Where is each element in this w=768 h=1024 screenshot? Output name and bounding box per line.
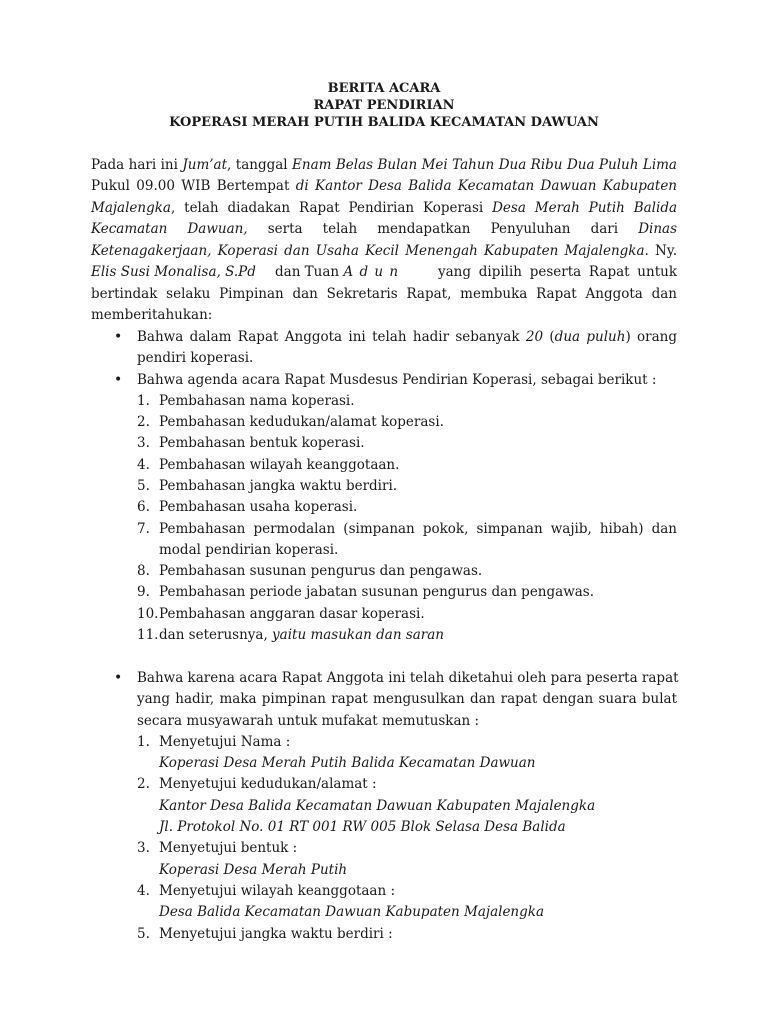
bullet-icon: • [114, 329, 123, 345]
decision-label: Menyetujui Nama : [159, 734, 291, 750]
document-cooperative-name: KOPERASI MERAH PUTIH BALIDA KECAMATAN DAWUAN [169, 115, 599, 130]
decision-label: Menyetujui jangka waktu berdiri : [159, 926, 393, 942]
agenda-number: 8. [137, 563, 150, 579]
bullet-icon: • [114, 670, 123, 686]
agenda-item: Pembahasan wilayah keanggotaan. [159, 457, 400, 473]
agenda-number: 6. [137, 499, 150, 515]
decision-label: Menyetujui bentuk : [159, 840, 298, 856]
agenda-item: Pembahasan periode jabatan susunan pengurus dan pengawas. [159, 584, 595, 600]
agenda-number: 5. [137, 478, 150, 494]
intro-line-6a: Elis Susi Monalisa, S.Pd [91, 264, 256, 280]
agenda-number: 7. [137, 521, 150, 537]
agenda-number: 11. [137, 627, 159, 643]
decision-value: Koperasi Desa Merah Putih [159, 862, 348, 878]
bullet1-line-2: pendiri koperasi. [137, 350, 254, 366]
agenda-item: Pembahasan usaha koperasi. [159, 499, 358, 515]
intro-line-6b: dan Tuan A d u n [275, 264, 400, 280]
agenda-item: Pembahasan anggaran dasar koperasi. [159, 606, 425, 622]
intro-line-4: Kecamatan Dawuan, serta telah mendapatkan Penyuluhan dari Dinas [91, 221, 677, 237]
decision-value: Desa Balida Kecamatan Dawuan Kabupaten Majalengka [159, 904, 544, 920]
agenda-item: Pembahasan jangka waktu berdiri. [159, 478, 398, 494]
decision-label: Menyetujui wilayah keanggotaan : [159, 883, 396, 899]
decision-number: 3. [137, 840, 150, 856]
agenda-item: Pembahasan nama koperasi. [159, 393, 355, 409]
decision-number: 5. [137, 926, 150, 942]
decision-number: 2. [137, 776, 150, 792]
decision-value: Jl. Protokol No. 01 RT 001 RW 005 Blok Selasa Desa Balida [159, 819, 566, 835]
agenda-item: Pembahasan kedudukan/alamat koperasi. [159, 414, 444, 430]
bullet2-text: Bahwa agenda acara Rapat Musdesus Pendirian Koperasi, sebagai berikut : [137, 372, 657, 388]
intro-line-1: Pada hari ini Jum’at, tanggal Enam Belas Bulan Mei Tahun Dua Ribu Dua Puluh Lima [91, 157, 677, 173]
agenda-number: 10. [137, 606, 159, 622]
bullet3-line-1: Bahwa karena acara Rapat Anggota ini telah diketahui oleh para peserta rapat [137, 670, 679, 686]
bullet-icon: • [114, 372, 123, 388]
agenda-number: 4. [137, 457, 150, 473]
intro-line-3: Majalengka, telah diadakan Rapat Pendirian Koperasi Desa Merah Putih Balida [91, 200, 678, 216]
decision-number: 4. [137, 883, 150, 899]
agenda-number: 1. [137, 393, 150, 409]
document-subtitle: RAPAT PENDIRIAN [313, 98, 455, 113]
bullet3-line-3: secara musyawarah untuk mufakat memutuskan : [137, 713, 480, 729]
intro-line-8: memberitahukan: [91, 307, 213, 323]
agenda-item: Pembahasan permodalan (simpanan pokok, simpanan wajib, hibah) dan [159, 521, 677, 537]
document-title: BERITA ACARA [327, 81, 441, 96]
agenda-item: Pembahasan bentuk koperasi. [159, 435, 365, 451]
intro-line-7: bertindak selaku Pimpinan dan Sekretaris Rapat, membuka Rapat Anggota dan [91, 286, 677, 302]
agenda-item: dan seterusnya, yaitu masukan dan saran [159, 627, 444, 643]
intro-line-5: Ketenagakerjaan, Koperasi dan Usaha Kecil Menengah Kabupaten Majalengka. Ny. [91, 243, 677, 259]
decision-label: Menyetujui kedudukan/alamat : [159, 776, 377, 792]
agenda-item-continued: modal pendirian koperasi. [159, 542, 339, 558]
bullet1-line-1: Bahwa dalam Rapat Anggota ini telah hadir sebanyak 20 (dua puluh) orang [137, 329, 678, 345]
decision-value: Koperasi Desa Merah Putih Balida Kecamatan Dawuan [159, 755, 536, 771]
decision-number: 1. [137, 734, 150, 750]
intro-line-2: Pukul 09.00 WIB Bertempat di Kantor Desa Balida Kecamatan Dawuan Kabupaten [91, 178, 678, 194]
decision-value: Kantor Desa Balida Kecamatan Dawuan Kabupaten Majalengka [159, 798, 596, 814]
agenda-number: 3. [137, 435, 150, 451]
intro-line-6c: yang dipilih peserta Rapat untuk [438, 264, 677, 280]
agenda-number: 2. [137, 414, 150, 430]
agenda-number: 9. [137, 584, 150, 600]
bullet3-line-2: yang hadir, maka pimpinan rapat mengusulkan dan rapat dengan suara bulat [137, 691, 677, 707]
agenda-item: Pembahasan susunan pengurus dan pengawas. [159, 563, 483, 579]
